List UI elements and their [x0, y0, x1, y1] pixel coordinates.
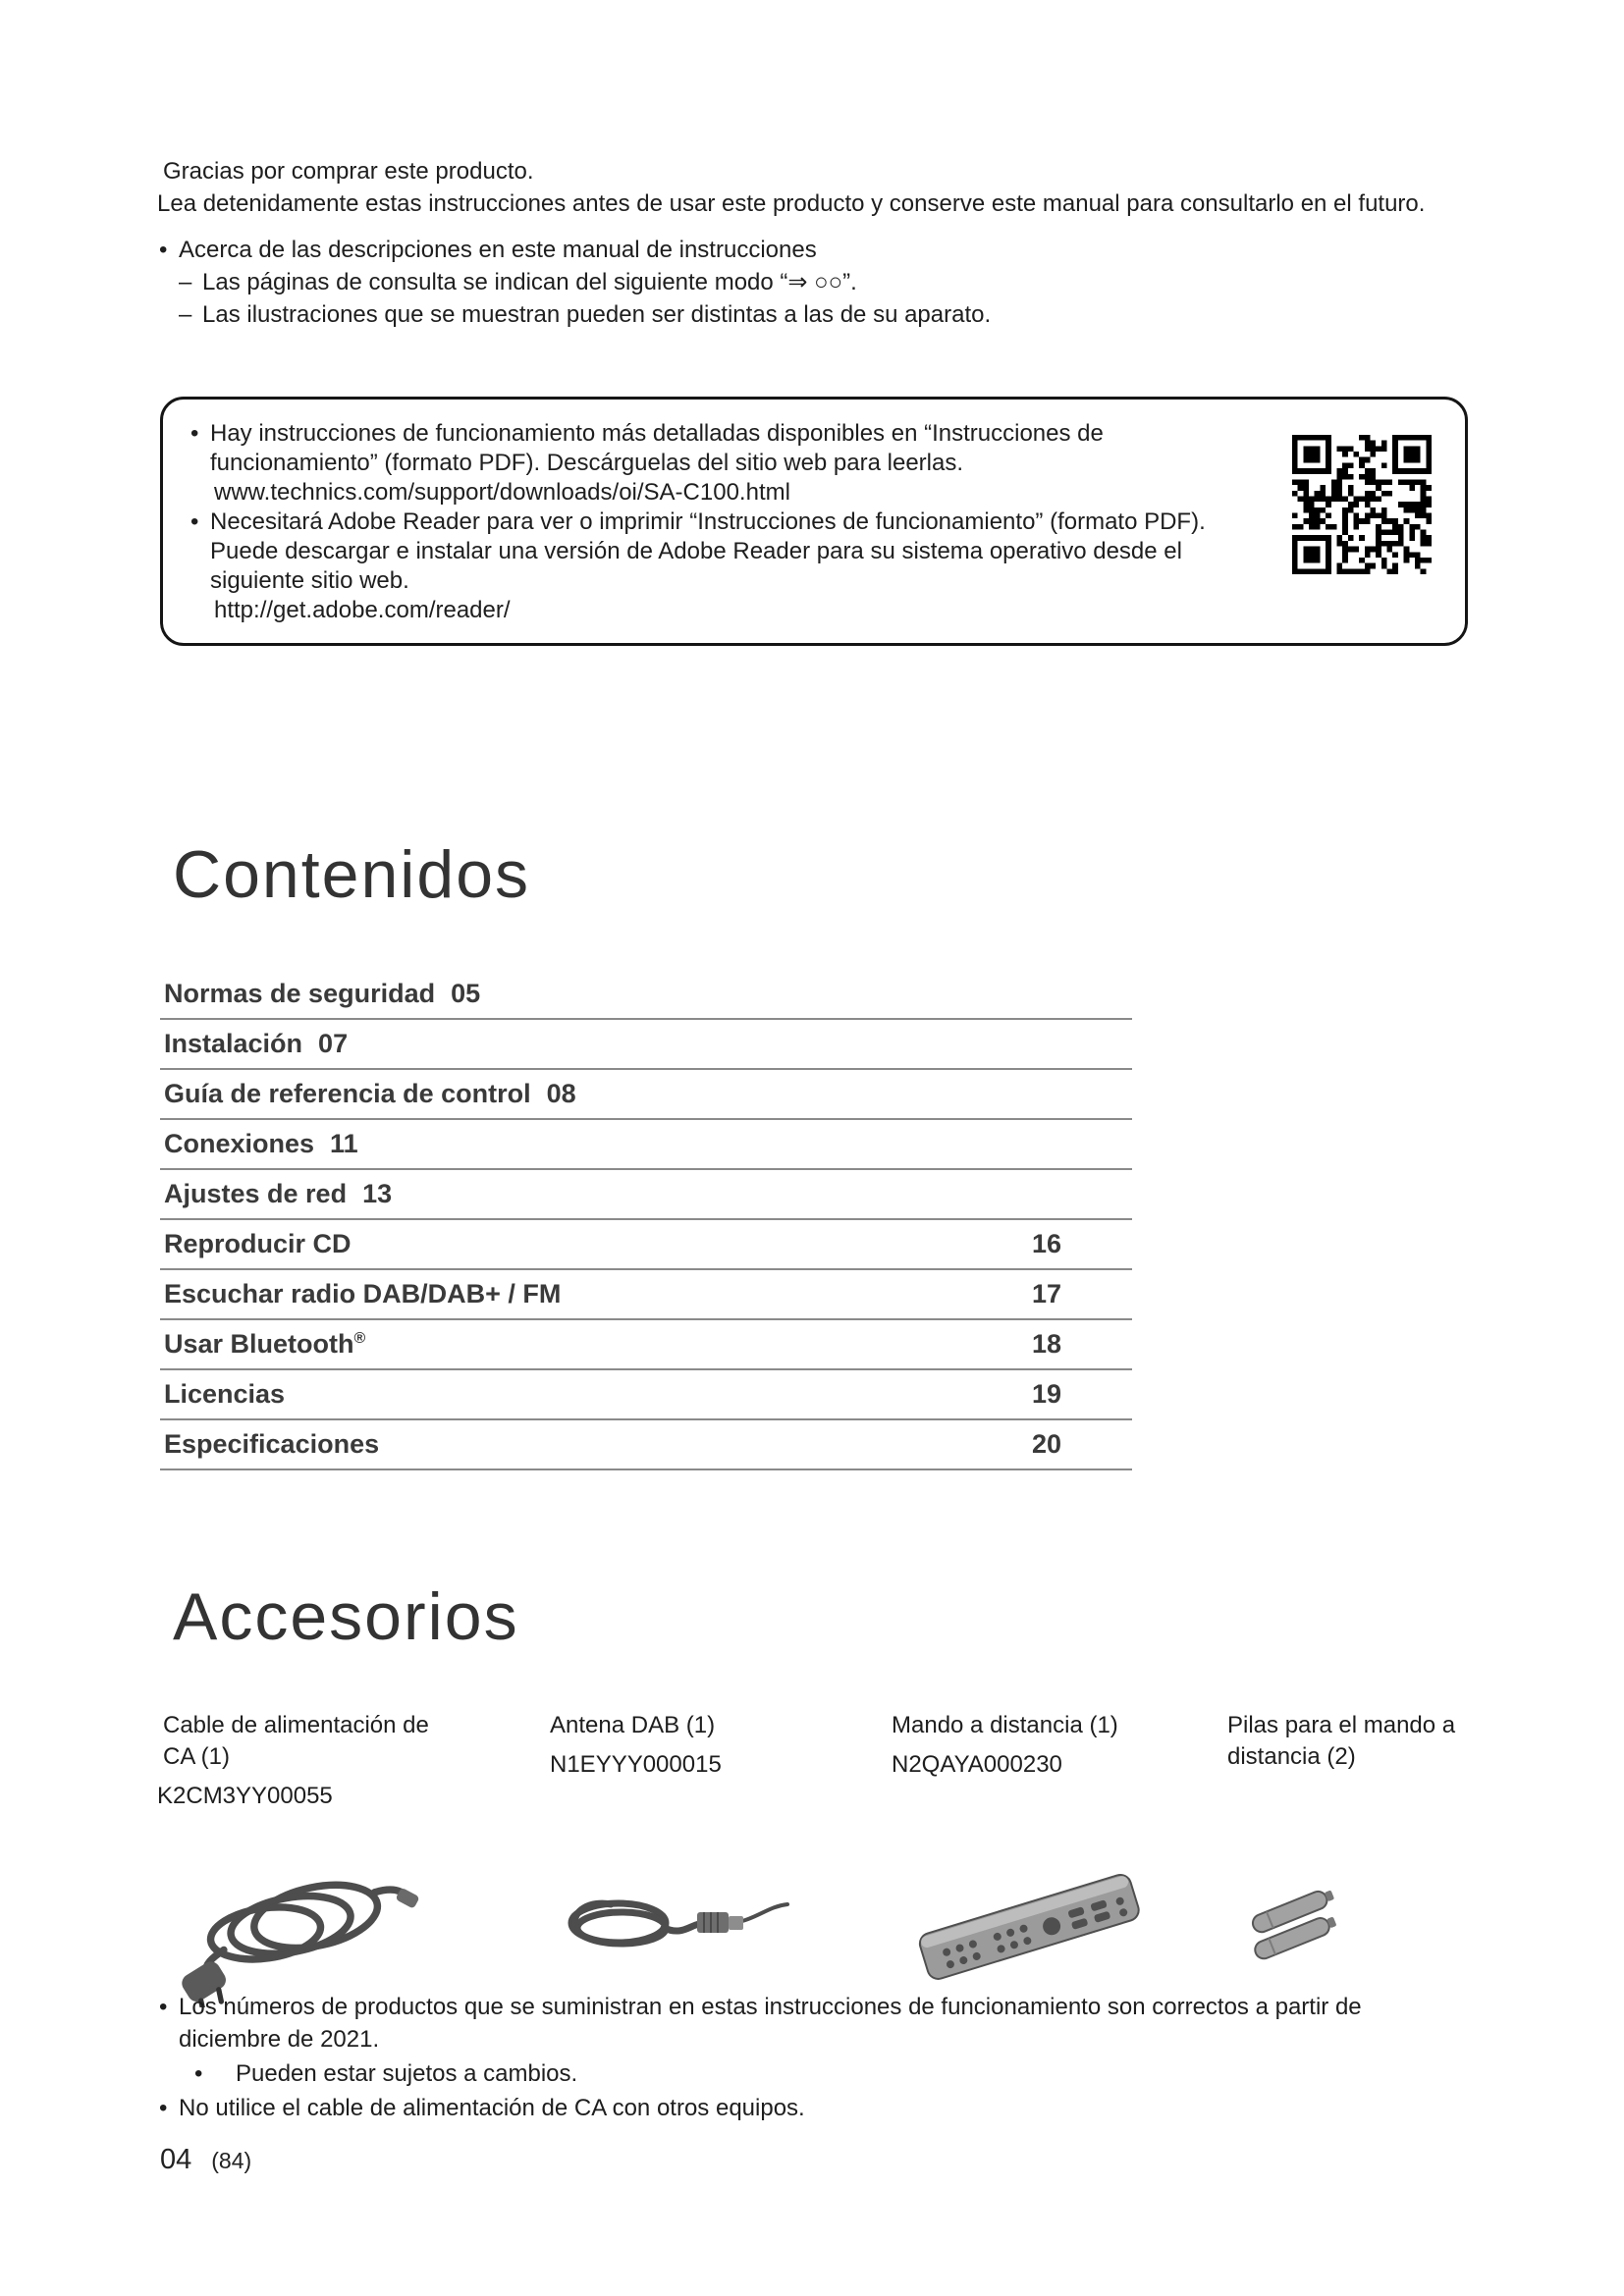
toc-item-page: 07 [318, 1029, 349, 1058]
toc-item-instalacion [160, 1020, 1132, 1070]
technics-download-url[interactable]: www.technics.com/support/downloads/oi/SA-C100.html [214, 479, 790, 506]
accessory-name: Antena DAB (1) [550, 1712, 716, 1738]
toc-item-page: 08 [546, 1079, 576, 1108]
bottom-notes [157, 1989, 1463, 2124]
power-cable-illustration [157, 1838, 550, 2014]
intro-dash-reference-pages: – Las páginas de consulta se indican del siguiente modo “⇒ ○○”. [157, 266, 1478, 298]
toc-item-label: Instalación [164, 1029, 303, 1058]
toc-item-guia-referencia [160, 1070, 1132, 1120]
accessories-heading: Accesorios [173, 1579, 519, 1654]
toc-item-page: 17 [1031, 1279, 1061, 1308]
toc-item-label: Ajustes de red [164, 1179, 348, 1208]
accessories-list [157, 1710, 1469, 2014]
batteries-illustration [1223, 1838, 1469, 2014]
toc-item-page: 13 [362, 1179, 393, 1208]
intro-dash-illustrations: – Las ilustraciones que se muestran pueden ser distintas a las de su aparato. [157, 298, 1478, 331]
accessory-remote-control [892, 1710, 1223, 2014]
note-ac-cable-warning: • No utilice el cable de alimentación de CA con otros equipos. [157, 2092, 1463, 2124]
page-number: 04 [160, 2144, 192, 2175]
accessory-power-cable [157, 1710, 550, 2014]
toc-item-page: 11 [330, 1129, 358, 1158]
toc-item-licencias [160, 1370, 1132, 1420]
qr-code [1292, 435, 1432, 574]
toc-item-page: 05 [451, 979, 481, 1008]
accessory-name: Pilas para el mando a distancia (2) [1227, 1712, 1456, 1770]
contents-heading: Contenidos [173, 837, 531, 912]
intro-section [157, 155, 1478, 331]
intro-read-instructions: Lea detenidamente estas instrucciones antes de usar este producto y conserve este manual para consultarlo en el futuro. [157, 190, 1426, 217]
toc-item-page: 18 [1031, 1329, 1061, 1359]
note-subject-to-change: • Pueden estar sujetos a cambios. [157, 2057, 1463, 2090]
notice-detailed-instructions: • Hay instrucciones de funcionamiento más detalladas disponibles en “Instrucciones de funcionamiento” (formato PDF). Descárguelas del sitio web para leerlas. [187, 419, 1276, 478]
toc-item-label: Usar Bluetooth® [164, 1329, 366, 1359]
notice-adobe-reader: • Necesitará Adobe Reader para ver o imprimir “Instrucciones de funcionamiento” (formato PDF). Puede descargar e instalar una versión de Adobe Reader para su sistema operativo desde el siguiente sitio web. [187, 507, 1276, 596]
page-footer [160, 2144, 251, 2176]
toc-item-label: Reproducir CD [164, 1229, 352, 1258]
toc-item-normas [160, 970, 1132, 1020]
accessory-part-number: N1EYYY000015 [550, 1751, 722, 1778]
toc-item-reproducir-cd [160, 1220, 1132, 1270]
toc-item-label: Guía de referencia de control [164, 1079, 531, 1108]
toc-item-label: Especificaciones [164, 1429, 380, 1459]
accessory-batteries [1223, 1710, 1469, 2014]
toc-item-label: Escuchar radio DAB/DAB+ / FM [164, 1279, 562, 1308]
dab-antenna-illustration [550, 1838, 892, 2014]
toc-item-label: Normas de seguridad [164, 979, 436, 1008]
toc-item-label: Conexiones [164, 1129, 315, 1158]
toc-item-label: Licencias [164, 1379, 286, 1409]
toc-item-page: 16 [1031, 1229, 1061, 1258]
toc-item-bluetooth [160, 1320, 1132, 1370]
toc-item-especificaciones [160, 1420, 1132, 1470]
toc-item-conexiones [160, 1120, 1132, 1170]
note-product-numbers: • Los números de productos que se suministran en estas instrucciones de funcionamiento son correctos a partir de diciembre de 2021. [157, 1991, 1463, 2056]
page-total: (84) [211, 2148, 252, 2173]
intro-bullet-descriptions: • Acerca de las descripciones en este manual de instrucciones [157, 234, 1478, 266]
toc-item-ajustes-red [160, 1170, 1132, 1220]
accessory-part-number: N2QAYA000230 [892, 1751, 1062, 1778]
toc-item-radio-dab-fm [160, 1270, 1132, 1320]
toc-item-page: 20 [1031, 1429, 1061, 1459]
accessory-dab-antenna [550, 1710, 892, 2014]
pdf-instructions-notice-box [160, 397, 1468, 646]
intro-thanks: Gracias por comprar este producto. [163, 158, 534, 185]
accessory-name: Mando a distancia (1) [892, 1712, 1118, 1738]
accessory-name: Cable de alimentación de CA (1) [163, 1712, 429, 1770]
accessory-part-number: K2CM3YY00055 [157, 1783, 333, 1809]
adobe-reader-url[interactable]: http://get.adobe.com/reader/ [214, 597, 511, 623]
remote-control-illustration [892, 1838, 1223, 2014]
toc-item-page: 19 [1031, 1379, 1061, 1409]
registered-mark: ® [353, 1330, 366, 1347]
table-of-contents [160, 970, 1132, 1470]
